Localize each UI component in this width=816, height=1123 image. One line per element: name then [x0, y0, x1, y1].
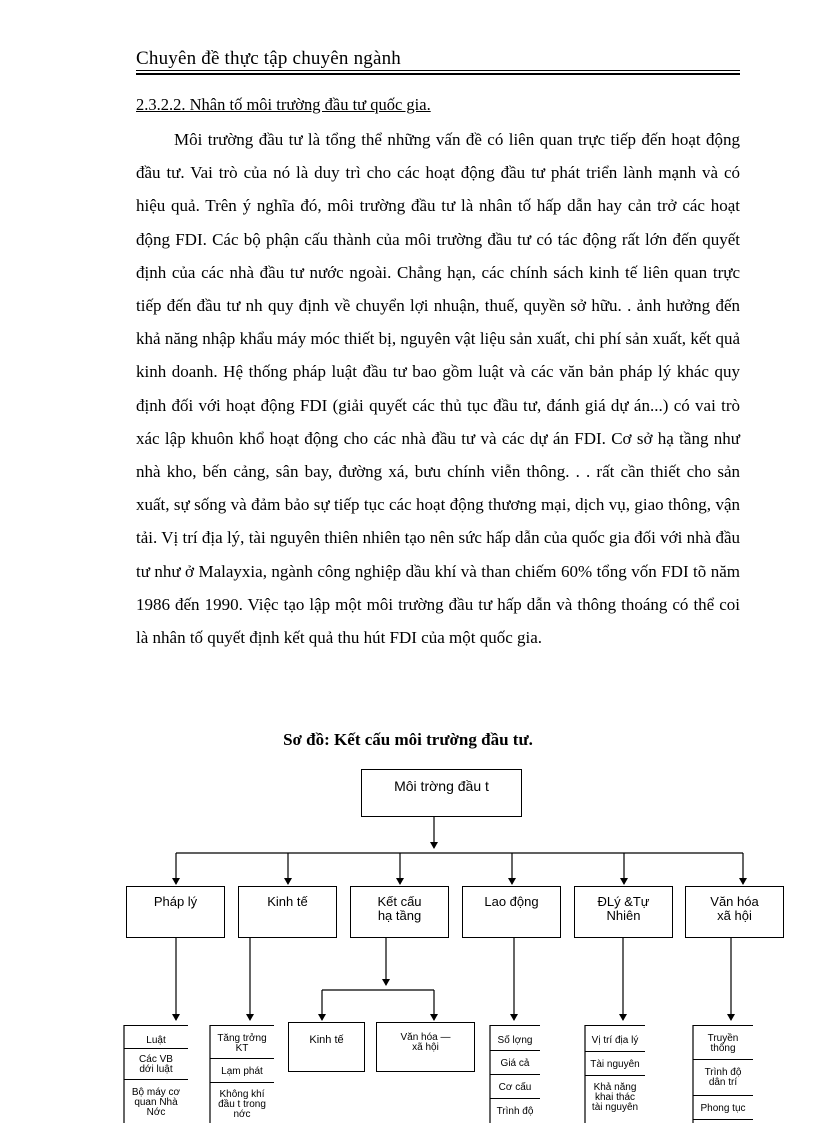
lao-dong-item-gia-ca: Giá cả	[490, 1051, 540, 1075]
category-phap-ly: Pháp lý	[126, 886, 225, 938]
kinh-te-item-tang-truong: Tăng trởng KT	[210, 1025, 274, 1059]
van-hoa-item-truyen-thong: Truyền thống	[693, 1025, 753, 1060]
category-ket-cau-ha-tang: Kết cấu hạ tầng	[350, 886, 449, 938]
kinh-te-item-lam-phat: Lạm phát	[210, 1059, 274, 1083]
lao-dong-item-co-cau: Cơ cấu	[490, 1075, 540, 1099]
dly-items	[585, 1025, 645, 1121]
kinh-te-items	[210, 1025, 274, 1123]
phap-ly-items	[124, 1025, 188, 1120]
lao-dong-items	[490, 1025, 540, 1123]
infra-child-kinh-te: Kinh tế	[288, 1022, 365, 1072]
phap-ly-item-luat: Luật	[124, 1025, 188, 1049]
dly-item-vi-tri: Vị trí địa lý	[585, 1025, 645, 1052]
van-hoa-items	[693, 1025, 753, 1120]
diagram-caption: Sơ đồ: Kết cấu môi trường đầu tư.	[283, 730, 533, 749]
kinh-te-item-khong-khi: Không khí đầu t trong nớc	[218, 1089, 266, 1120]
dly-item-kha-nang: Khả năng khai thác tài nguyên	[591, 1082, 639, 1113]
lao-dong-item-so-luong: Số lợng	[490, 1025, 540, 1051]
van-hoa-item-phong-tuc: Phong tục	[693, 1096, 753, 1120]
phap-ly-item-cac-vb: Các VB dới luật	[124, 1049, 188, 1080]
body-paragraph: Môi trường đầu tư là tổng thể những vấn đề có liên quan trực tiếp đến hoạt động đầu tư. Vai trò của nó là duy trì cho các hoạt động đầu tư phát triển lành mạnh và có hiệu quả. Trên ý nghĩa đó, môi trường đầu tư là nhân tố hấp dẫn hay cản trở các hoạt động FDI. Các bộ phận cấu thành của môi trường đầu tư có tác động rất lớn đến quyết định của các nhà đầu tư nước ngoài. Chẳng hạn, các chính sách kinh tế liên quan trực tiếp đến đầu tư nh quy định về chuyển lợi nhuận, thuế, quyền sở hữu. . ảnh hưởng đến khả năng nhập khẩu máy móc thiết bị, nguyên vật liệu sản xuất, chi phí sản xuất, kết quả kinh doanh. Hệ thống pháp luật đầu tư bao gồm luật và các văn bản pháp lý khác quy định đối với hoạt động FDI (giải quyết các thủ tục đầu tư, đánh giá dự án...) có vai trò xác lập khuôn khổ hoạt động cho các nhà đầu tư và các dự án FDI. Cơ sở hạ tầng như nhà kho, bến cảng, sân bay, đường xá, bưu chính viễn thông. . . rất cần thiết cho sản xuất, sự sống và đảm bảo sự tiếp tục các hoạt động thương mại, dịch vụ, giao thông, vận tải. Vị trí địa lý, tài nguyên thiên nhiên tạo nên sức hấp dẫn của quốc gia đối với nhà đầu tư như ở Malayxia, ngành công nghiệp dầu khí và than chiếm 60% tổng vốn FDI tõ năm 1986 đến 1990. Việc tạo lập một môi trường đầu tư hấp dẫn và thông thoáng có thể coi là nhân tố quyết định kết quả thu hút FDI của một quốc gia.	[136, 130, 740, 648]
page-header-title: Chuyên đề thực tập chuyên ngành	[136, 48, 402, 69]
category-dly-tu-nhien: ĐLý &Tự Nhiên	[574, 886, 673, 938]
diagram-root-box: Môi trờng đầu t	[361, 769, 522, 817]
van-hoa-item-trinh-do: Trình độ dân trí	[693, 1060, 753, 1096]
infra-child-van-hoa: Văn hóa — xã hội	[376, 1022, 475, 1072]
category-van-hoa-xa-hoi: Văn hóa xã hội	[685, 886, 784, 938]
category-lao-dong: Lao động	[462, 886, 561, 938]
phap-ly-item-bo-may: Bộ máy cơ quan Nhà Nớc	[131, 1087, 181, 1118]
lao-dong-item-trinh-do: Trình độ	[496, 1106, 534, 1117]
category-kinh-te: Kinh tế	[238, 886, 337, 938]
section-heading: 2.3.2.2. Nhân tố môi trường đầu tư quốc gia.	[136, 95, 431, 114]
dly-item-tai-nguyen: Tài nguyên	[585, 1052, 645, 1076]
